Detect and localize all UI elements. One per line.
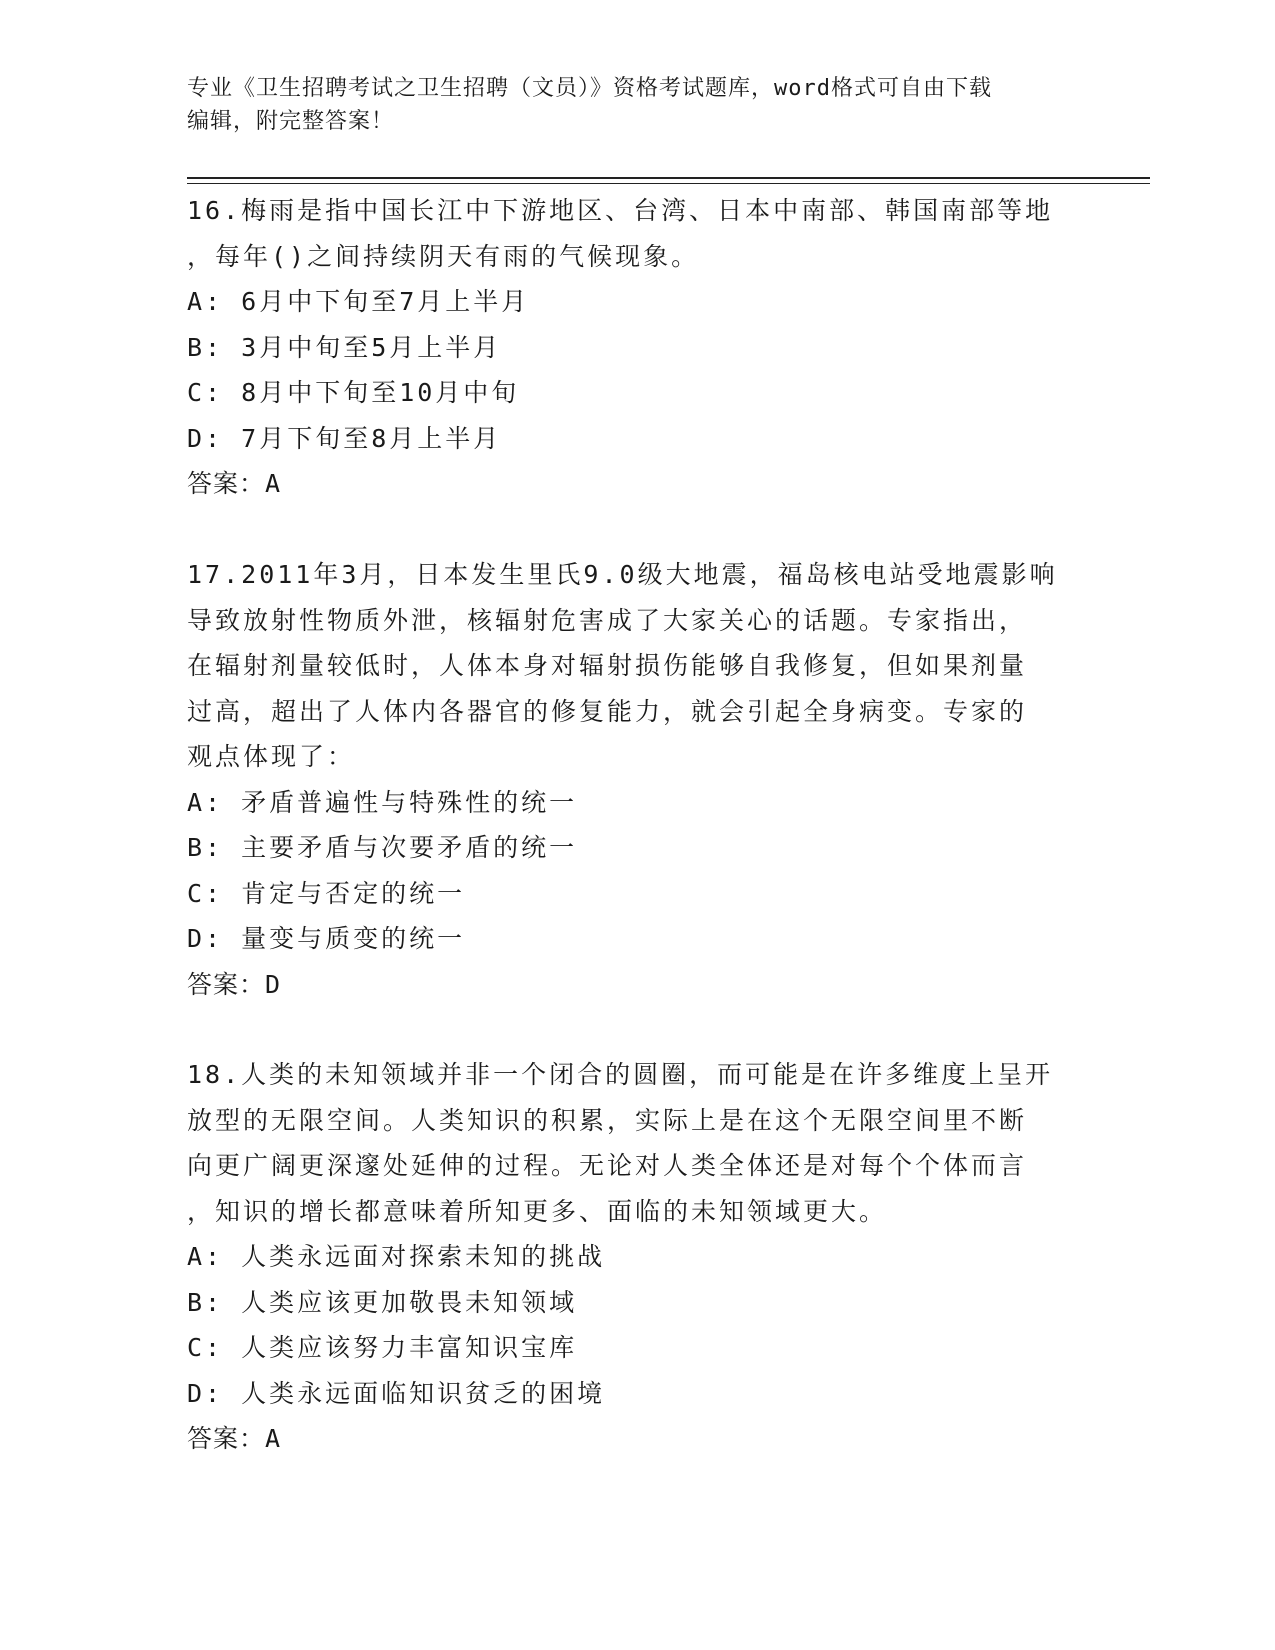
question-stem bbox=[187, 552, 1087, 780]
stem-line: 18.人类的未知领域并非一个闭合的圆圈，而可能是在许多维度上呈开 bbox=[187, 1060, 1054, 1089]
option-c: C: 人类应该努力丰富知识宝库 bbox=[187, 1333, 578, 1362]
option-d: D: 人类永远面临知识贫乏的困境 bbox=[187, 1378, 606, 1408]
option-a: A: 人类永远面对探索未知的挑战 bbox=[187, 1242, 606, 1271]
option-a: A: 矛盾普遍性与特殊性的统一 bbox=[187, 787, 578, 817]
question-18 bbox=[187, 1052, 1087, 1462]
stem-line: ，每年()之间持续阴天有雨的气候现象。 bbox=[187, 241, 700, 271]
header-line-1: 专业《卫生招聘考试之卫生招聘（文员）》资格考试题库，word格式可自由下载 bbox=[187, 76, 992, 101]
option-b: B: 人类应该更加敬畏未知领域 bbox=[187, 1287, 578, 1317]
stem-line: 过高，超出了人体内各器官的修复能力，就会引起全身病变。专家的 bbox=[187, 696, 1028, 726]
answer-line: 答案：A bbox=[187, 1424, 282, 1453]
question-stem bbox=[187, 1052, 1087, 1234]
header-rule-thick bbox=[187, 177, 1150, 179]
stem-line: 观点体现了： bbox=[187, 742, 356, 771]
stem-line: 向更广阔更深邃处延伸的过程。无论对人类全体还是对每个个体而言 bbox=[187, 1151, 1028, 1180]
stem-line: 16.梅雨是指中国长江中下游地区、台湾、日本中南部、韩国南部等地 bbox=[187, 196, 1054, 225]
header-line-2: 编辑，附完整答案！ bbox=[187, 109, 395, 134]
question-17 bbox=[187, 552, 1087, 1007]
option-d: D: 量变与质变的统一 bbox=[187, 924, 466, 953]
header-rule-thin bbox=[187, 183, 1150, 184]
document-header bbox=[187, 72, 1087, 138]
option-c: C: 肯定与否定的统一 bbox=[187, 878, 466, 908]
stem-line: ，知识的增长都意味着所知更多、面临的未知领域更大。 bbox=[187, 1196, 888, 1226]
stem-line: 导致放射性物质外泄，核辐射危害成了大家关心的话题。专家指出， bbox=[187, 605, 1028, 635]
stem-line: 17.2011年3月，日本发生里氏9.0级大地震，福岛核电站受地震影响 bbox=[187, 560, 1058, 589]
stem-line: 放型的无限空间。人类知识的积累，实际上是在这个无限空间里不断 bbox=[187, 1105, 1028, 1135]
stem-line: 在辐射剂量较低时，人体本身对辐射损伤能够自我修复，但如果剂量 bbox=[187, 651, 1028, 680]
question-stem bbox=[187, 188, 1087, 279]
option-c: C: 8月中下旬至10月中旬 bbox=[187, 378, 520, 407]
option-b: B: 3月中旬至5月上半月 bbox=[187, 332, 502, 362]
question-16 bbox=[187, 188, 1087, 507]
option-d: D: 7月下旬至8月上半月 bbox=[187, 423, 502, 453]
option-b: B: 主要矛盾与次要矛盾的统一 bbox=[187, 833, 578, 862]
answer-line: 答案：D bbox=[187, 969, 282, 999]
option-a: A: 6月中下旬至7月上半月 bbox=[187, 287, 530, 316]
answer-line: 答案：A bbox=[187, 469, 282, 498]
